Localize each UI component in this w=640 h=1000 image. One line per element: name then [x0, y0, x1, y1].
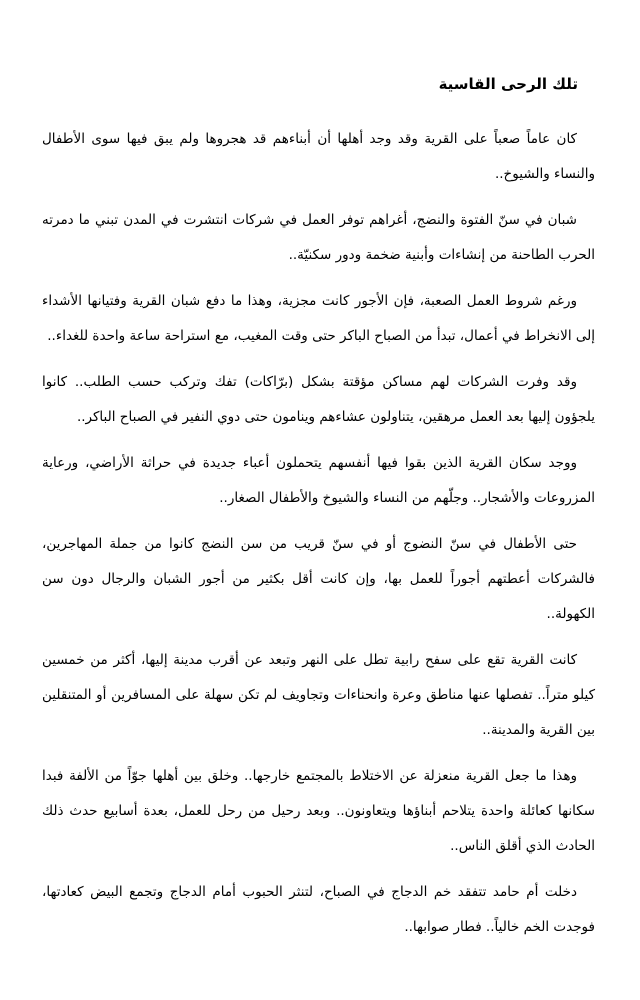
document-body [42, 122, 595, 956]
paragraph-4: وقد وفرت الشركات لهم مساكن مؤقتة بشكل (برّاكات) تفك وتركب حسب الطلب.. كانوا يلجؤون إليها بعد العمل مرهقين، يتناولون عشاءهم وينامون حتى دوي النفير في الصباح الباكر.. [42, 374, 595, 425]
paragraph-7: كانت القرية تقع على سفح رابية تطل على النهر وتبعد عن أقرب مدينة إليها، أكثر من خمسين كيلو متراً.. تفصلها عنها مناطق وعرة وانحناءات وتجاويف لم تكن سهلة على المسافرين أو المتنقلين بين القرية والمدينة.. [42, 652, 595, 738]
paragraph-9: دخلت أم حامد تتفقد خم الدجاج في الصباح، لتنثر الحبوب أمام الدجاج وتجمع البيض كعادتها، فوجدت الخم خالياً.. فطار صوابها.. [42, 884, 595, 935]
paragraph-5: ووجد سكان القرية الذين بقوا فيها أنفسهم يتحملون أعباء جديدة في حراثة الأراضي، ورعاية المزروعات والأشجار.. وجلّهم من النساء والشيوخ والأطفال الصغار.. [42, 455, 595, 506]
paragraph-6: حتى الأطفال في سنّ النضوج أو في سنّ قريب من سن النضج كانوا من جملة المهاجرين، فالشركات أعطتهم أجوراً للعمل بها، وإن كانت أقل بكثير من أجور الشبان والرجال دون سن الكهولة.. [42, 536, 595, 622]
document-title: تلك الرحى القاسية [438, 75, 578, 93]
paragraph-8: وهذا ما جعل القرية منعزلة عن الاختلاط بالمجتمع خارجها.. وخلق بين أهلها جوّاً من الألفة فبدا سكانها كعائلة واحدة يتلاحم أبناؤها ويتعاونون.. وبعد رحيل من رحل للعمل، بعدة أسابيع حدث ذلك الحادث الذي أقلق الناس.. [42, 768, 595, 854]
paragraph-3: ورغم شروط العمل الصعبة، فإن الأجور كانت مجزية، وهذا ما دفع شبان القرية وفتيانها الأشداء إلى الانخراط في أعمال، تبدأ من الصباح الباكر حتى وقت المغيب، مع استراحة ساعة واحدة للغداء.. [42, 293, 595, 344]
paragraph-1: كان عاماً صعباً على القرية وقد وجد أهلها أن أبناءهم قد هجروها ولم يبق فيها سوى الأطفال والنساء والشيوخ.. [42, 131, 595, 182]
paragraph-2: شبان في سنّ الفتوة والنضج، أغراهم توفر العمل في شركات انتشرت في المدن تبني ما دمرته الحرب الطاحنة من إنشاءات وأبنية ضخمة ودور سكنيّة.. [42, 212, 595, 263]
